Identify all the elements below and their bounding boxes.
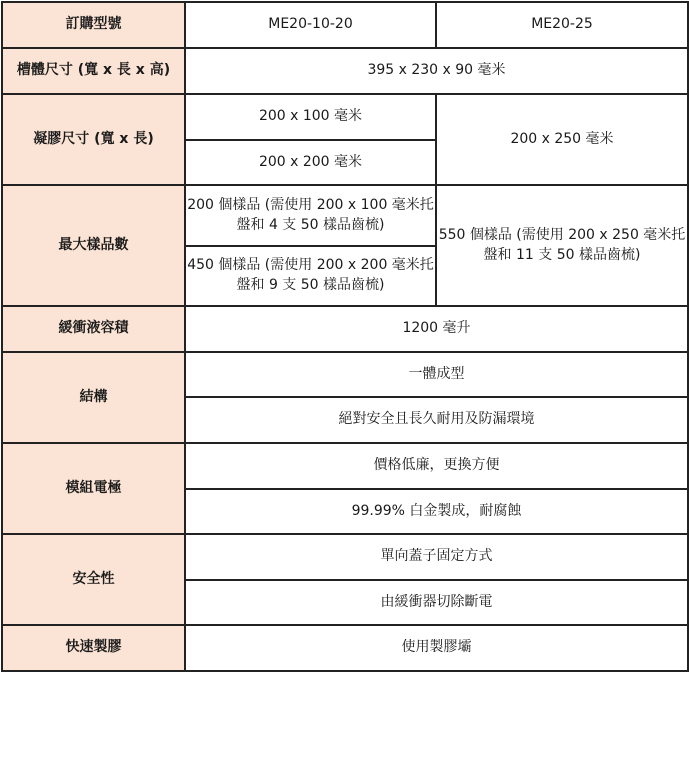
table-row — [2, 48, 688, 94]
row-header-safety: 安全性 — [2, 534, 185, 625]
structure-one-piece: 一體成型 — [185, 352, 688, 397]
model-me20-10-20: ME20-10-20 — [185, 2, 436, 48]
table-row — [2, 443, 688, 489]
row-header-quick-gel: 快速製膠 — [2, 625, 185, 671]
safety-power-cut: 由緩衝器切除斷電 — [185, 580, 688, 625]
gel-size-200x250: 200 x 250 毫米 — [436, 94, 688, 185]
table-row — [2, 94, 688, 140]
max-samples-550: 550 個樣品 (需使用 200 x 250 毫米托盤和 11 支 50 樣品齒梳) — [436, 185, 688, 306]
model-me20-25: ME20-25 — [436, 2, 688, 48]
row-header-buffer-volume: 緩衝液容積 — [2, 306, 185, 352]
safety-lid: 單向蓋子固定方式 — [185, 534, 688, 580]
buffer-volume-value: 1200 毫升 — [185, 306, 688, 352]
electrode-price: 價格低廉，更換方便 — [185, 443, 688, 489]
max-samples-200: 200 個樣品 (需使用 200 x 100 毫米托盤和 4 支 50 樣品齒梳) — [185, 185, 436, 246]
row-header-gel-size: 凝膠尺寸 (寬 x 長) — [2, 94, 185, 185]
gel-size-200x200: 200 x 200 毫米 — [185, 140, 436, 185]
table-row — [2, 2, 688, 48]
structure-durable: 絕對安全且長久耐用及防漏環境 — [185, 397, 688, 443]
max-samples-450: 450 個樣品 (需使用 200 x 200 毫米托盤和 9 支 50 樣品齒梳) — [185, 246, 436, 306]
electrode-platinum: 99.99% 白金製成，耐腐蝕 — [185, 489, 688, 534]
table-row — [2, 306, 688, 352]
table-row — [2, 534, 688, 580]
tank-size-value: 395 x 230 x 90 毫米 — [185, 48, 688, 94]
table-row — [2, 352, 688, 397]
quick-gel-value: 使用製膠壩 — [185, 625, 688, 671]
row-header-structure: 結構 — [2, 352, 185, 443]
row-header-electrode: 模組電極 — [2, 443, 185, 534]
row-header-max-samples: 最大樣品數 — [2, 185, 185, 306]
gel-size-200x100: 200 x 100 毫米 — [185, 94, 436, 140]
row-header-tank-size: 槽體尺寸 (寬 x 長 x 高) — [2, 48, 185, 94]
table-row — [2, 185, 688, 246]
table-row — [2, 625, 688, 671]
row-header-model: 訂購型號 — [2, 2, 185, 48]
spec-table — [1, 1, 689, 672]
